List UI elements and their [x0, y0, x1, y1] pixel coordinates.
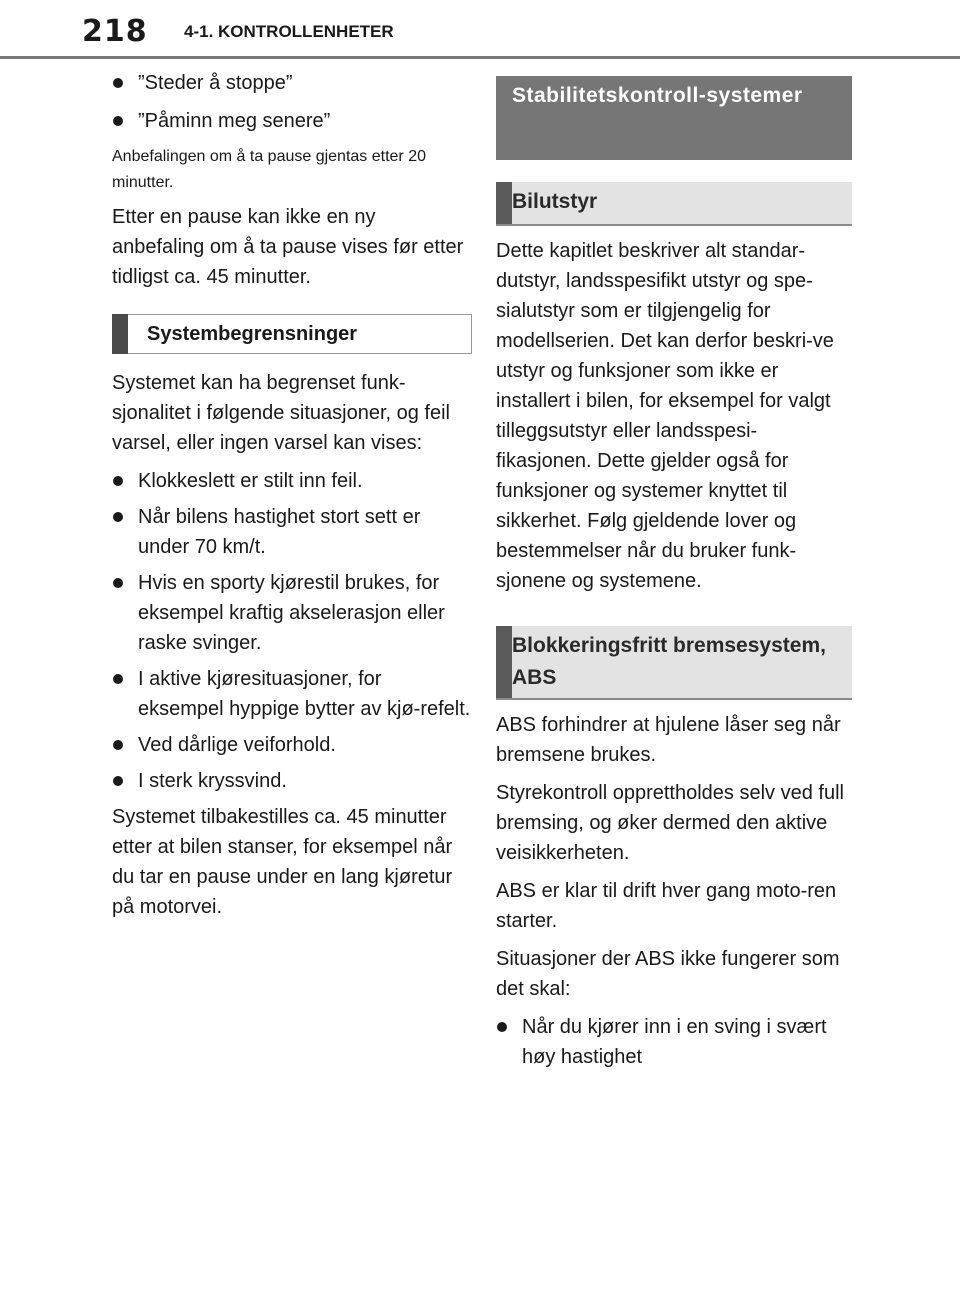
list-item-text: I sterk kryssvind.	[138, 770, 287, 792]
paragraph: Etter en pause kan ikke en ny anbefaling om å ta pause vises før etter tidligst ca. 45 minutter.	[112, 206, 464, 288]
list-item-text: Når du kjører inn i en sving i svært høy hastighet	[522, 1016, 827, 1068]
list-item-text: Når bilens hastighet stort sett er under 70 km/t.	[138, 506, 421, 558]
list-item	[112, 106, 472, 136]
list-item	[112, 766, 472, 796]
limits-bullet-list	[112, 466, 472, 796]
bullet-icon	[113, 674, 123, 684]
paragraph: Dette kapitlet beskriver alt standar-dutstyr, landsspesifikt utstyr og spe-sialutstyr som er tilgjengelig for modellserien. Det kan derfor beskri-ve utstyr og funksjoner som ikke er installert i bilen, for eksempel for valgt tilleggsutstyr eller landsspesi-fikasjonen. Dette gjelder også for funksjoner og systemer knyttet til sikkerhet. Følg gjeldende lover og bestemmelser når du bruker funk-sjonene og systemene.	[496, 240, 834, 592]
paragraph: Systemet tilbakestilles ca. 45 minutter etter at bilen stanser, for eksempel når du tar en pause under en lang kjøretur på motorvei.	[112, 806, 453, 918]
list-item	[112, 730, 472, 760]
list-item	[112, 502, 472, 562]
small-note: Anbefalingen om å ta pause gjentas etter 20 minutter.	[112, 148, 426, 191]
chapter-title: 4-1. KONTROLLENHETER	[184, 22, 394, 41]
list-item-text: Hvis en sporty kjørestil brukes, for eksempel kraftig akselerasjon eller raske svinger.	[138, 572, 445, 654]
list-item	[112, 466, 472, 496]
intro-bullet-list	[112, 68, 472, 136]
subsection-heading: Blokkeringsfritt bremsesystem, ABS	[512, 634, 826, 689]
page-number: 218	[82, 14, 148, 49]
paragraph: Situasjoner der ABS ikke fungerer som det skal:	[496, 948, 840, 1000]
list-item-text: Ved dårlige veiforhold.	[138, 734, 336, 756]
page-header	[0, 0, 960, 62]
section-heading-box	[496, 76, 852, 160]
bullet-icon	[497, 1022, 507, 1032]
subsection-heading-box	[496, 182, 852, 226]
bullet-icon	[113, 78, 123, 88]
list-item	[496, 1012, 852, 1072]
list-item	[112, 68, 472, 98]
section-heading-box	[112, 314, 472, 354]
subsection-heading-box	[496, 626, 852, 700]
list-item-text: ”Påminn meg senere”	[138, 110, 331, 132]
bullet-icon	[113, 476, 123, 486]
bullet-icon	[113, 116, 123, 126]
abs-bullet-list	[496, 1012, 852, 1072]
list-item-text: I aktive kjøresituasjoner, for eksempel hyppige bytter av kjø-refelt.	[138, 668, 471, 720]
bullet-icon	[113, 512, 123, 522]
list-item	[112, 664, 472, 724]
paragraph: ABS er klar til drift hver gang moto-ren starter.	[496, 880, 837, 932]
bullet-icon	[113, 578, 123, 588]
list-item	[112, 568, 472, 658]
subsection-heading: Bilutstyr	[512, 190, 598, 213]
paragraph: ABS forhindrer at hjulene låser seg når bremsene brukes.	[496, 714, 841, 766]
list-item-text: Klokkeslett er stilt inn feil.	[138, 470, 363, 492]
paragraph: Systemet kan ha begrenset funk-sjonalitet i følgende situasjoner, og feil varsel, eller ingen varsel kan vises:	[112, 372, 450, 454]
paragraph: Styrekontroll opprettholdes selv ved full bremsing, og øker dermed den aktive veisikkerheten.	[496, 782, 844, 864]
right-column	[496, 62, 852, 1078]
section-heading: Systembegrensninger	[147, 323, 358, 345]
left-column	[112, 62, 472, 930]
bullet-icon	[113, 776, 123, 786]
list-item-text: ”Steder å stoppe”	[138, 72, 293, 94]
section-heading: Stabilitetskontroll-systemer	[512, 84, 803, 107]
header-rule	[0, 56, 960, 59]
bullet-icon	[113, 740, 123, 750]
